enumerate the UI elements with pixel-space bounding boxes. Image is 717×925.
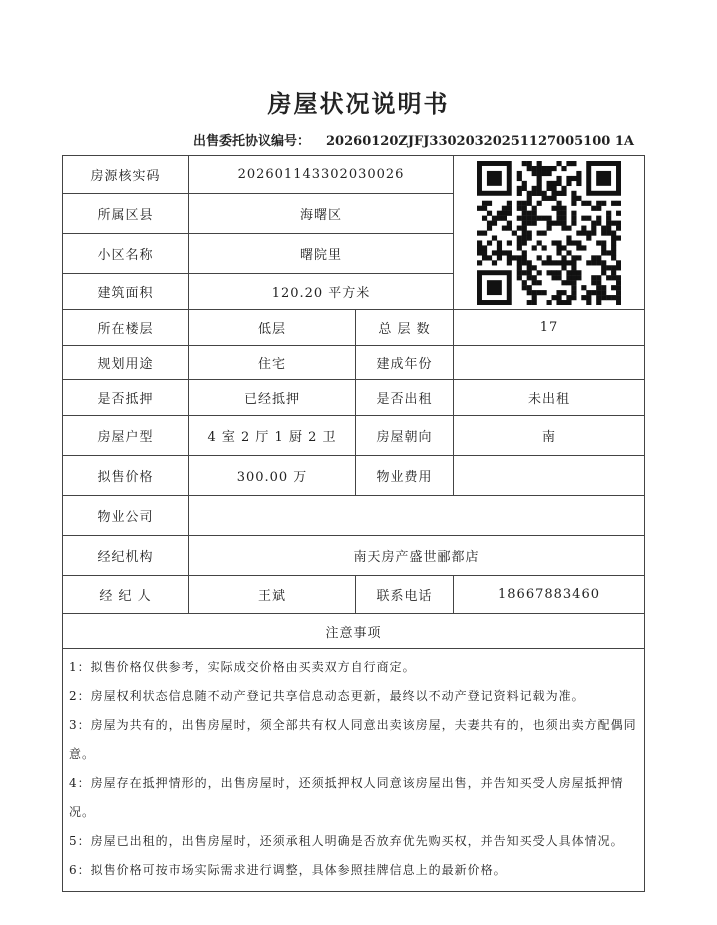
community-label: 小区名称 xyxy=(63,234,189,274)
total-floors-label: 总 层 数 xyxy=(356,310,454,346)
usage-value: 住宅 xyxy=(189,346,356,380)
agreement-label: 出售委托协议编号： xyxy=(193,134,311,149)
verify-code-value: 202601143302030026 xyxy=(189,156,454,194)
orientation-label: 房屋朝向 xyxy=(356,416,454,456)
phone-label: 联系电话 xyxy=(356,576,454,614)
property-info-table xyxy=(62,155,645,892)
agent-value: 王斌 xyxy=(189,576,356,614)
floor-value: 低层 xyxy=(189,310,356,346)
note-item: 3：房屋为共有的，出售房屋时，须全部共有权人同意出卖该房屋，夫妻共有的，也须出卖方配偶同意。 xyxy=(69,718,637,761)
price-label: 拟售价格 xyxy=(63,456,189,496)
build-year-label: 建成年份 xyxy=(356,346,454,380)
agency-label: 经纪机构 xyxy=(63,536,189,576)
property-fee-label: 物业费用 xyxy=(356,456,454,496)
qr-code-cell xyxy=(454,156,645,310)
district-value: 海曙区 xyxy=(189,194,454,234)
page-title: 房屋状况说明书 xyxy=(267,89,450,118)
note-item: 5：房屋已出租的，出售房屋时，还须承租人明确是否放弃优先购买权，并告知买受人具体情况。 xyxy=(69,834,624,848)
build-year-value xyxy=(454,346,645,380)
mortgage-value: 已经抵押 xyxy=(189,380,356,416)
property-fee-value xyxy=(454,456,645,496)
agreement-number-line xyxy=(193,130,634,149)
rented-value: 未出租 xyxy=(454,380,645,416)
verify-code-label: 房源核实码 xyxy=(63,156,189,194)
total-floors-value: 17 xyxy=(454,310,645,346)
note-item: 4：房屋存在抵押情形的，出售房屋时，还须抵押权人同意该房屋出售，并告知买受人房屋抵押情况。 xyxy=(69,776,624,819)
phone-value: 18667883460 xyxy=(454,576,645,614)
usage-label: 规划用途 xyxy=(63,346,189,380)
agency-value: 南天房产盛世郦都店 xyxy=(189,536,645,576)
agreement-number: 20260120ZJFJ33020320251127005100 1A xyxy=(326,134,634,149)
qr-code-icon xyxy=(477,161,621,305)
layout-value: 4 室 2 厅 1 厨 2 卫 xyxy=(189,416,356,456)
property-company-value xyxy=(189,496,645,536)
layout-label: 房屋户型 xyxy=(63,416,189,456)
area-value: 120.20 平方米 xyxy=(189,274,454,310)
notes-heading: 注意事项 xyxy=(63,614,645,649)
floor-label: 所在楼层 xyxy=(63,310,189,346)
note-item: 2：房屋权利状态信息随不动产登记共享信息动态更新，最终以不动产登记资料记载为准。 xyxy=(69,689,585,703)
note-item: 1：拟售价格仅供参考，实际成交价格由买卖双方自行商定。 xyxy=(69,660,416,674)
agent-label: 经 纪 人 xyxy=(63,576,189,614)
price-value: 300.00 万 xyxy=(189,456,356,496)
note-item: 6：拟售价格可按市场实际需求进行调整，具体参照挂牌信息上的最新价格。 xyxy=(69,863,507,877)
area-label: 建筑面积 xyxy=(63,274,189,310)
community-value: 曙院里 xyxy=(189,234,454,274)
orientation-value: 南 xyxy=(454,416,645,456)
mortgage-label: 是否抵押 xyxy=(63,380,189,416)
district-label: 所属区县 xyxy=(63,194,189,234)
property-company-label: 物业公司 xyxy=(63,496,189,536)
rented-label: 是否出租 xyxy=(356,380,454,416)
notes-body xyxy=(63,649,645,892)
